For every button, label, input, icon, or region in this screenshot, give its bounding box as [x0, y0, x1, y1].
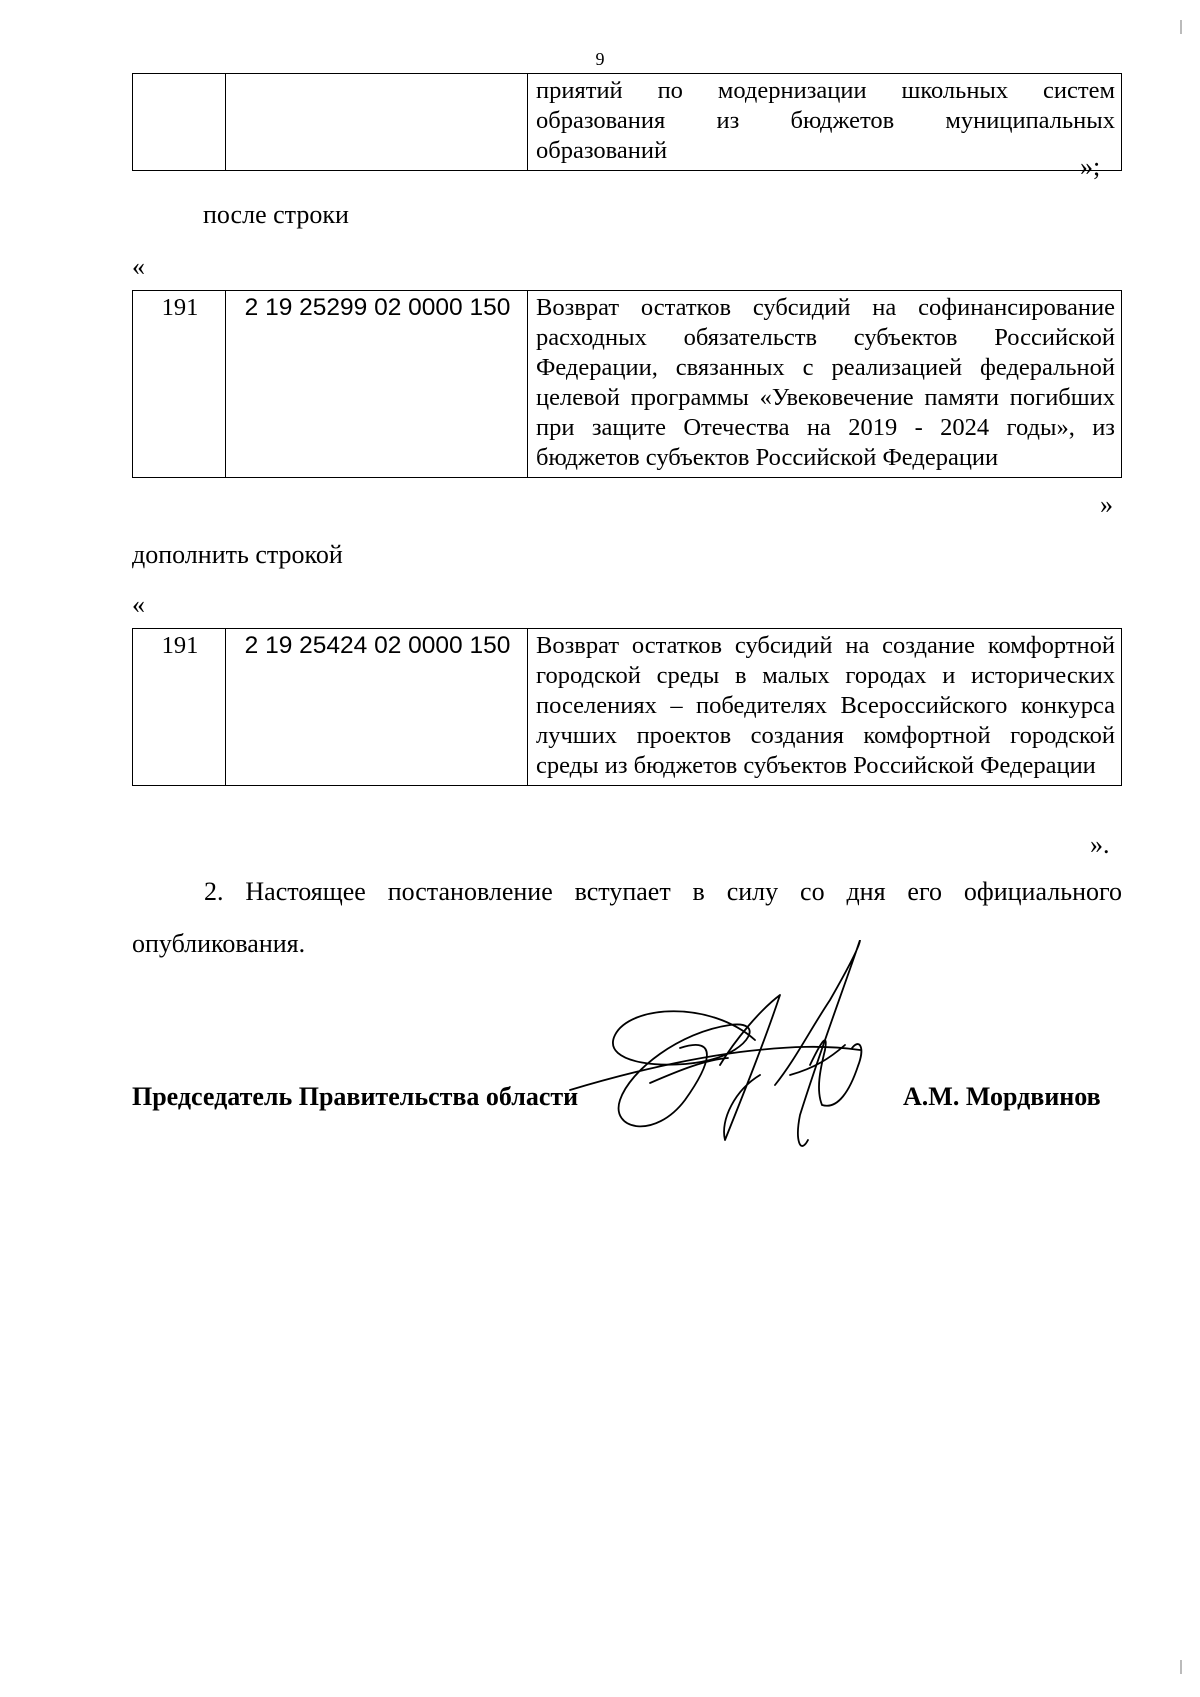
budget-code-cell: 2 19 25299 02 0000 150: [226, 291, 528, 478]
instruction-after-line: после строки: [203, 200, 349, 229]
table-after-line: [132, 290, 1122, 478]
table-row: [133, 291, 1122, 478]
open-quote-1: «: [132, 252, 145, 281]
scan-edge-mark: [1180, 20, 1182, 34]
handwritten-signature: [560, 940, 920, 1220]
admin-code-cell: 191: [133, 629, 226, 786]
open-quote-2: «: [132, 590, 145, 619]
close-quote-1: »;: [1080, 152, 1101, 181]
close-quote-3: ».: [1090, 830, 1110, 859]
admin-code-cell: [133, 74, 226, 171]
table-added-line: [132, 628, 1122, 786]
budget-code-cell: [226, 74, 528, 171]
table-row: [133, 629, 1122, 786]
income-name-cell: приятий по модернизации школьных систем образования из бюджетов муниципальных образований: [528, 74, 1122, 171]
budget-code-cell: 2 19 25424 02 0000 150: [226, 629, 528, 786]
signatory-name: А.М. Мордвинов: [903, 1082, 1101, 1111]
table-row: [133, 74, 1122, 171]
paragraph-2: 2. Настоящее постановление вступает в силу со дня его официального опубликования.: [132, 877, 1122, 958]
close-quote-2: »: [1100, 490, 1113, 519]
page-number: 9: [595, 49, 605, 69]
instruction-add-line: дополнить строкой: [132, 540, 343, 569]
admin-code-cell: 191: [133, 291, 226, 478]
scan-edge-mark: [1180, 1660, 1182, 1674]
signatory-position: Председатель Правительства области: [132, 1082, 579, 1111]
income-name-cell: Возврат остатков субсидий на софинансирование расходных обязательств субъектов Российской Федерации, связанных с реализацией федеральной целевой программы «Увековечение памяти погибших при защите Отечества на 2019 - 2024 годы», из бюджетов субъектов Российской Федерации: [528, 291, 1122, 478]
table-continuation: [132, 73, 1122, 171]
income-name-cell: Возврат остатков субсидий на создание комфортной городской среды в малых городах и исторических поселениях – победителях Всероссийского конкурса лучших проектов создания комфортной городской среды из бюджетов субъектов Российской Федерации: [528, 629, 1122, 786]
